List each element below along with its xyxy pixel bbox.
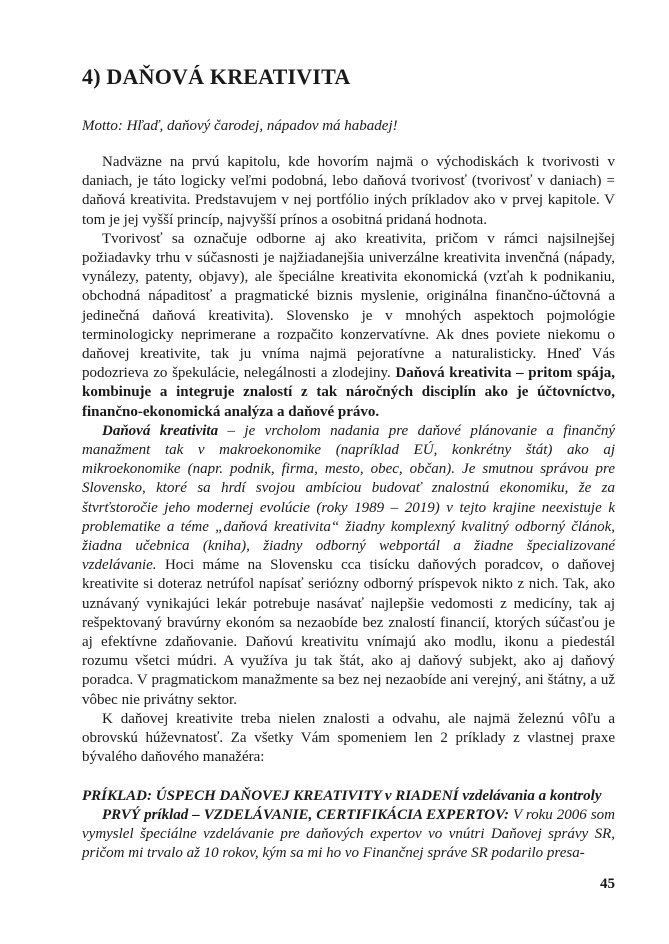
paragraph-2-text: Tvorivosť sa označuje odborne aj ako kreativita, pričom v rámci najsilnejšej požiadavky trhu v súčasnosti je najžiadanejšia univerzálne kreativita invenčná (nápady, vynálezy, patenty, objavy), ale špeciálne kreativita ekonomická (vzťah k podnikaniu, obchodná nápaditosť a pragmatické biznis myslenie, originálna finančno-účtovná a jedinečná daňová kreativita). Slovensko je v mnohých aspektoch pojmológie terminologicky neprimerane a rozpačito konzervatívne. Ak dnes poviete niekomu o daňovej kreativite, tak ju vníma najmä pejoratívne a naturalisticky. Hneď Vás podozrieva zo špekulácie, nelegálnosti a zlodejiny. (82, 230, 615, 382)
example-paragraph (82, 806, 615, 864)
body-text (82, 153, 615, 863)
paragraph-2 (82, 230, 615, 422)
motto: Motto: Hľaď, daňový čarodej, nápadov má habadej! (82, 118, 398, 134)
paragraph-2-bold: Daňová kreativita – pritom spája, kombinuje a integruje znalostí z tak náročných disciplín ako je účtovníctvo, finančno-ekonomická analýza a daňové právo. (82, 365, 615, 420)
page-number: 45 (600, 876, 615, 892)
example-text: V roku 2006 som vymyslel špeciálne vzdelávanie pre daňových expertov vo vnútri Daňovej správy SR, pričom mi trvalo až 10 rokov, kým sa mi ho vo Finančnej správe SR podarilo presa- (82, 806, 615, 862)
paragraph-3-italic: – je vrcholom nadania pre daňové plánovanie a finančný manažment tak v makroekonomike (napríklad EÚ, konkrétny štát) ako aj mikroekonomike (napr. podnik, firma, mesto, obec, občan). Je smutnou správou pre Slovensko, ktoré sa hrdí svojou ambíciou budovať znalostnú ekonomiku, že za štvrťstoročie jeho modernej evolúcie (roky 1989 – 2019) v tejto krajine neexistuje k problematike a téme „daňová kreativita“ žiadny komplexný kvalitný odborný článok, žiadna učebnica (kniha), žiadny odborný webportál a žiadne špecializované vzdelávanie. (82, 422, 615, 574)
paragraph-3-term: Daňová kreativita (102, 422, 219, 439)
chapter-heading: 4) DAŇOVÁ KREATIVITA (82, 64, 351, 89)
paragraph-4: K daňovej kreativite treba nielen znalosti a odvahu, ale najmä železnú vôľu a obrovskú húževnatosť. Za všetky Vám spomeniem len 2 príklady z vlastnej praxe bývalého daňového manažéra: (82, 710, 615, 766)
page-content (82, 64, 615, 863)
paragraph-3 (82, 422, 615, 710)
example-lead: PRVÝ príklad – VZDELÁVANIE, CERTIFIKÁCIA EXPERTOV: (102, 806, 509, 823)
paragraph-1: Nadväzne na prvú kapitolu, kde hovorím najmä o východiskách k tvorivosti v daniach, je táto logicky veľmi podobná, lebo daňová tvorivosť (tvorivosť v daniach) = daňová kreativita. Predstavujem v nej portfólio iných príkladov ako v prvej kapitole. V tom je jej vyšší princíp, najvyšší prínos a osobitná pridaná hodnota. (82, 154, 615, 228)
example-heading: PRÍKLAD: ÚSPECH DAŇOVEJ KREATIVITY v RIADENÍ vzdelávania a kontroly (82, 787, 602, 804)
paragraph-3-text: Hoci máme na Slovensku cca tisícku daňových poradcov, o daňovej kreativite si doteraz netrúfol napísať seriózny odborný príspevok nikto z nich. Tak, ako uznávaný vynikajúci lekár potrebuje nasávať najlepšie vedomosti z medicíny, tak aj rešpektovaný bravúrny ekonóm sa nezaobíde bez znalostí financií, ktorých súčasťou je aj efektívne zdaňovanie. Daňovú kreativitu vnímajú ako modlu, ikonu a piedestál rozumu všetci múdri. A využíva ju tak štát, ako aj daňový subjekt, ako aj daňový poradca. V pragmatickom manažmente sa bez nej nezaobíde ani verejný, ani štátny, a už vôbec nie privátny sektor. (82, 557, 615, 708)
